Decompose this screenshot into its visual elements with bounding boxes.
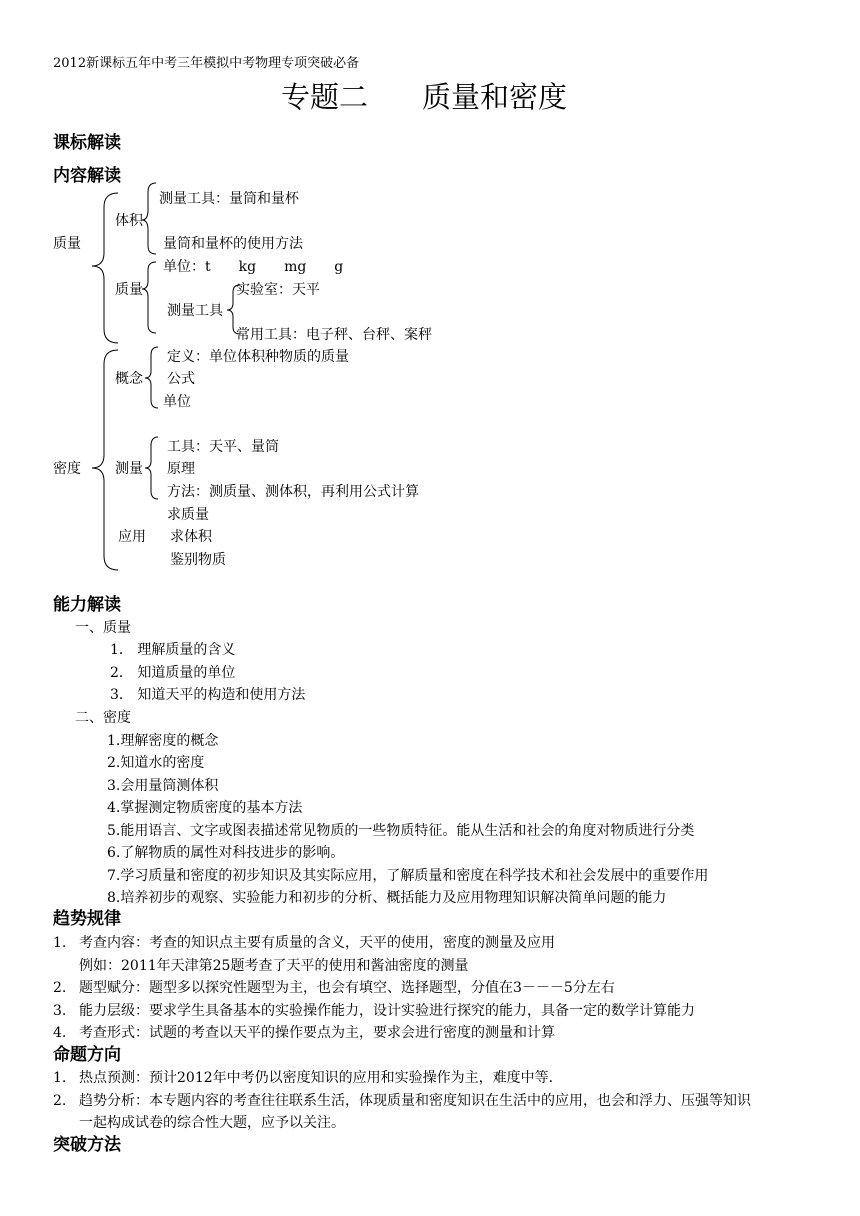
trend-num: 2. xyxy=(53,980,67,996)
ability-density-item: 1.理解密度的概念 xyxy=(107,733,219,749)
ability-density-item: 4.掌握测定物质密度的基本方法 xyxy=(107,800,303,816)
tree-volume: 体积 xyxy=(115,213,143,229)
tree-measure: 测量 xyxy=(115,461,143,477)
tree-lab: 实验室：天平 xyxy=(236,282,320,298)
tree-vol-use: 量筒和量杯的使用方法 xyxy=(163,236,303,252)
direction-num: 1. xyxy=(53,1070,67,1086)
tree-concept: 概念 xyxy=(115,371,143,387)
section-kebiao: 课标解读 xyxy=(53,133,121,153)
section-mingti: 命题方向 xyxy=(53,1045,121,1065)
ability-density-item: 8.培养初步的观察、实验能力和初步的分析、概括能力及应用物理知识解决简单问题的能力 xyxy=(107,890,667,906)
section-qushi: 趋势规律 xyxy=(53,909,121,929)
tree-common: 常用工具：电子秤、台秤、案秤 xyxy=(236,327,432,343)
ability-mass-item: 2． 知道质量的单位 xyxy=(110,665,236,681)
tree-measure-tool: 测量工具 xyxy=(167,303,223,319)
ability-density-item: 6.了解物质的属性对科技进步的影响。 xyxy=(107,845,345,861)
section-neirong: 内容解读 xyxy=(53,166,121,186)
trend-text: 例如：2011年天津第25题考查了天平的使用和酱油密度的测量 xyxy=(79,958,469,974)
ability-mass-head: 一、质量 xyxy=(75,620,131,636)
tree-def: 定义：单位体积种物质的质量 xyxy=(167,349,349,365)
title-topic: 专题二 xyxy=(281,80,369,114)
tree-unit: 单位：t kg mg g xyxy=(163,259,344,275)
ability-mass-item: 3． 知道天平的构造和使用方法 xyxy=(110,687,306,703)
tree-method: 方法：测质量、测体积，再利用公式计算 xyxy=(167,484,419,500)
tree-principle: 原理 xyxy=(167,461,195,477)
brace-volume xyxy=(142,183,156,254)
tree-a2: 求体积 xyxy=(170,529,212,545)
page-header: 2012新课标五年中考三年模拟中考物理专项突破必备 xyxy=(53,56,360,71)
ability-density-item: 3.会用量筒测体积 xyxy=(107,778,219,794)
ability-mass-item: 1． 理解质量的含义 xyxy=(110,642,236,658)
trend-num: 1. xyxy=(53,935,67,951)
brace-measure xyxy=(145,437,158,499)
tree-mass-sub: 质量 xyxy=(115,282,143,298)
tree-mass: 质量 xyxy=(53,236,81,252)
direction-text: 趋势分析：本专题内容的考查往往联系生活，体现质量和密度知识在生活中的应用，也会和浮力、压强等知识 xyxy=(79,1093,751,1109)
ability-density-head: 二、密度 xyxy=(75,710,131,726)
ability-density-item: 5.能用语言、文字或图表描述常见物质的一些物质特征。能从生活和社会的角度对物质进行分类 xyxy=(107,823,695,839)
brace-concept xyxy=(145,347,158,408)
tree-dunit: 单位 xyxy=(163,394,191,410)
tree-apply: 应用 xyxy=(118,529,146,545)
tree-formula: 公式 xyxy=(167,371,195,387)
trend-num: 3. xyxy=(53,1003,67,1019)
ability-density-item: 7.学习质量和密度的初步知识及其实际应用，了解质量和密度在科学技术和社会发展中的重要作用 xyxy=(107,868,709,884)
tree-a3: 鉴别物质 xyxy=(170,552,226,568)
trend-text: 能力层级：要求学生具备基本的实验操作能力，设计实验进行探究的能力，具备一定的数学计算能力 xyxy=(79,1003,695,1019)
direction-text: 热点预测：预计2012年中考仍以密度知识的应用和实验操作为主，难度中等. xyxy=(79,1070,554,1086)
tree-density: 密度 xyxy=(53,461,81,477)
direction-num: 2. xyxy=(53,1093,67,1109)
brace-mass-sub xyxy=(142,262,156,333)
section-tupo: 突破方法 xyxy=(53,1135,121,1155)
tree-a1: 求质量 xyxy=(167,507,209,523)
trend-num: 4. xyxy=(53,1025,67,1041)
section-nengli: 能力解读 xyxy=(53,595,121,615)
tree-tools: 工具：天平、量筒 xyxy=(167,439,279,455)
trend-text: 考查内容：考查的知识点主要有质量的含义，天平的使用，密度的测量及应用 xyxy=(79,935,555,951)
trend-text: 题型赋分：题型多以探究性题型为主，也会有填空、选择题型，分值在3－－－5分左右 xyxy=(79,980,615,996)
trend-text: 考查形式：试题的考查以天平的操作要点为主，要求会进行密度的测量和计算 xyxy=(79,1025,555,1041)
tree-vol-tool: 测量工具：量筒和量杯 xyxy=(159,191,299,207)
title-name: 质量和密度 xyxy=(422,80,568,114)
ability-density-item: 2.知道水的密度 xyxy=(107,755,205,771)
direction-text: 一起构成试卷的综合性大题，应予以关注。 xyxy=(79,1115,345,1131)
